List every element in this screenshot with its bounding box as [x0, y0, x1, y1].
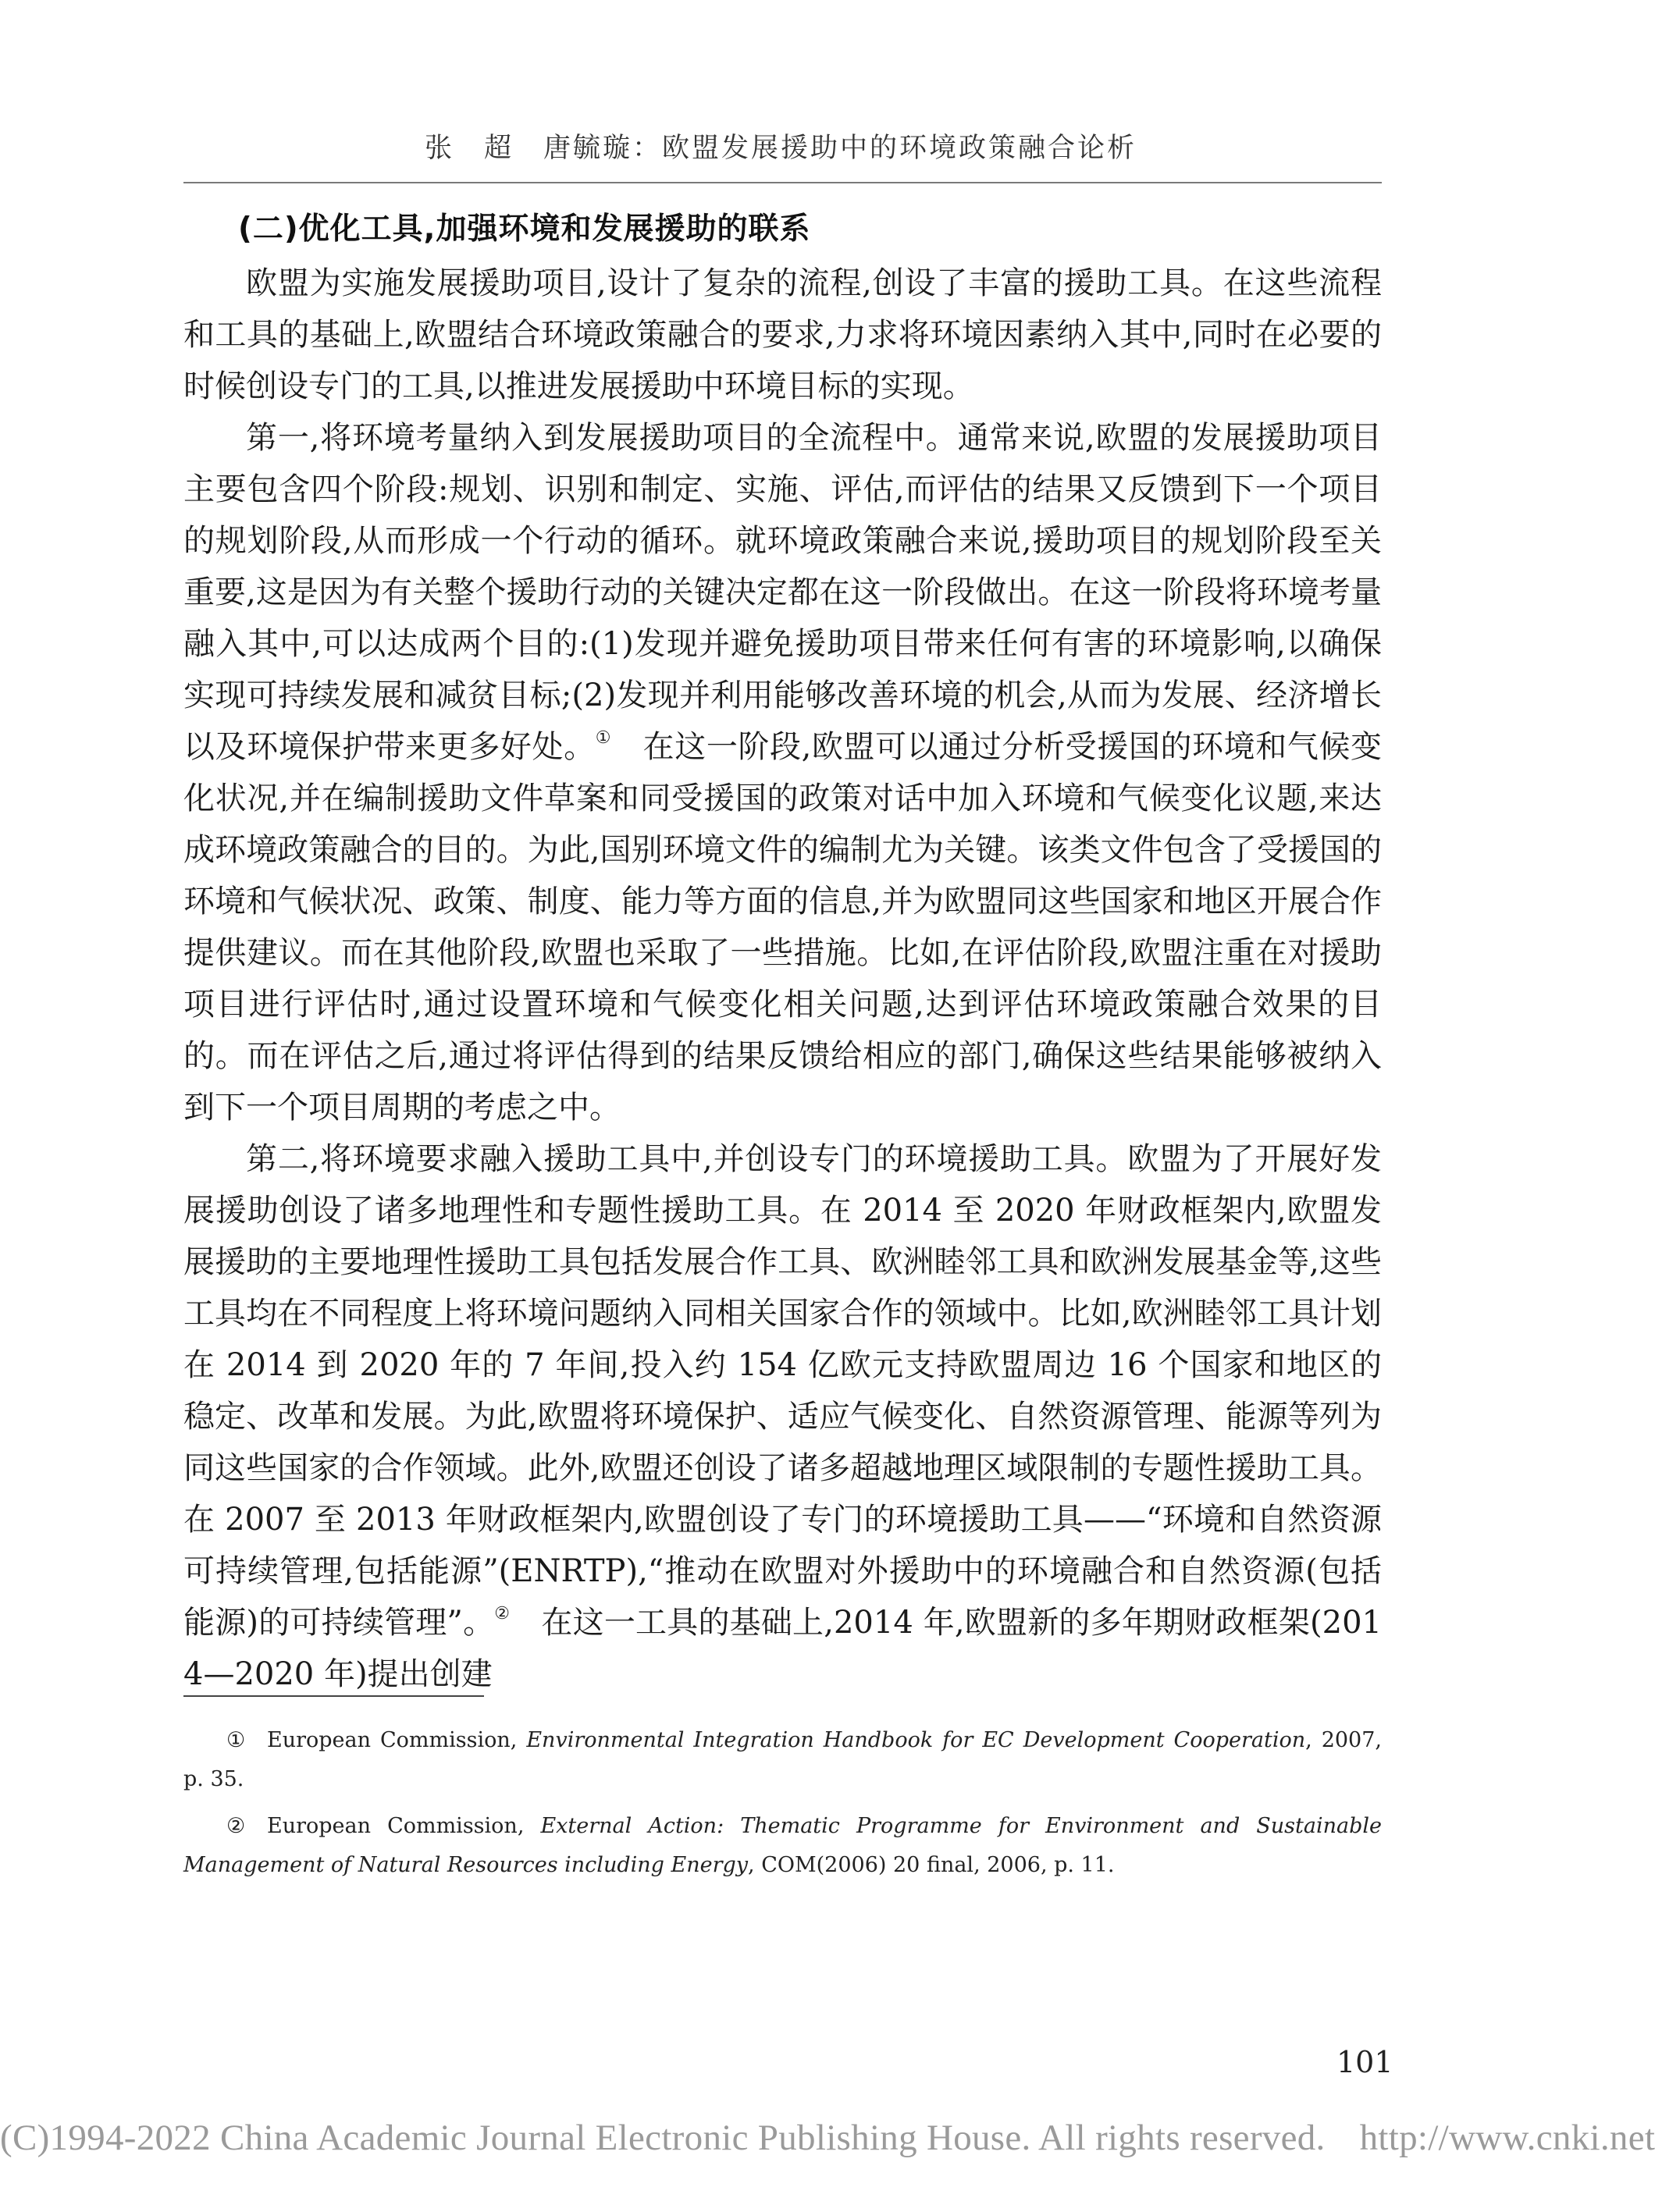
footnote-1-rest: , 2007, p. 35. [183, 1728, 1382, 1791]
footnote-1-number: ① [226, 1728, 246, 1752]
footnote-ref-2[interactable]: ② [494, 1604, 511, 1623]
paragraph-1-text: 欧盟为实施发展援助项目,设计了复杂的流程,创设了丰富的援助工具。在这些流程和工具的基础上,欧盟结合环境政策融合的要求,力求将环境因素纳入其中,同时在必要的时候创设专门的工具,以推进发展援助中环境目标的实现。 [183, 265, 1382, 404]
paragraph-2-text-a: 第一,将环境考量纳入到发展援助项目的全流程中。通常来说,欧盟的发展援助项目主要包含四个阶段:规划、识别和制定、实施、评估,而评估的结果又反馈到下一个项目的规划阶段,从而形成一个行动的循环。就环境政策融合来说,援助项目的规划阶段至关重要,这是因为有关整个援助行动的关键决定都在这一阶段做出。在这一阶段将环境考量融入其中,可以达成两个目的:(1)发现并避免援助项目带来任何有害的环境影响,以确保实现可持续发展和减贫目标;(2)发现并利用能够改善环境的机会,从而为发展、经济增长以及环境保护带来更多好处。 [183, 420, 1382, 765]
footnote-ref-1[interactable]: ① [595, 728, 612, 748]
footnote-2-title: External Action: Thematic Programme for Environment and Sustainable Management of Natural Resources including Energy [183, 1814, 1382, 1877]
page-number: 101 [1336, 2045, 1393, 2079]
copyright-url[interactable]: http://www.cnki.net [1359, 2118, 1655, 2158]
paragraph-3 [183, 1133, 1382, 1700]
copyright-notice: (C)1994-2022 China Academic Journal Electronic Publishing House. All rights reserved. [0, 2118, 1326, 2158]
paragraph-3-text-a: 第二,将环境要求融入援助工具中,并创设专门的环境援助工具。欧盟为了开展好发展援助创设了诸多地理性和专题性援助工具。在 2014 至 2020 年财政框架内,欧盟发展援助的主要地理性援助工具包括发展合作工具、欧洲睦邻工具和欧洲发展基金等,这些工具均在不同程度上将环境问题纳入同相关国家合作的领域中。比如,欧洲睦邻工具计划在 2014 到 2020 年的 7 年间,投入约 154 亿欧元支持欧盟周边 16 个国家和地区的稳定、改革和发展。为此,欧盟将环境保护、适应气候变化、自然资源管理、能源等列为同这些国家的合作领域。此外,欧盟还创设了诸多超越地理区域限制的专题性援助工具。在 2007 至 2013 年财政框架内,欧盟创设了专门的环境援助工具——“环境和自然资源可持续管理,包括能源”(ENRTP),“推动在欧盟对外援助中的环境融合和自然资源(包括能源)的可持续管理”。 [183, 1141, 1382, 1641]
footnote-2-rest: , COM(2006) 20 final, 2006, p. 11. [748, 1853, 1115, 1877]
footnote-2-number: ② [226, 1814, 246, 1838]
running-header: 张 超 唐毓璇：欧盟发展援助中的环境政策融合论析 [424, 133, 1137, 164]
section-heading: (二)优化工具,加强环境和发展援助的联系 [238, 212, 811, 247]
paragraph-2-text-b: 在这一阶段,欧盟可以通过分析受援国的环境和气候变化状况,并在编制援助文件草案和同受援国的政策对话中加入环境和气候变化议题,来达成环境政策融合的目的。为此,国别环境文件的编制尤为关键。该类文件包含了受援国的环境和气候状况、政策、制度、能力等方面的信息,并为欧盟同这些国家和地区开展合作提供建议。而在其他阶段,欧盟也采取了一些措施。比如,在评估阶段,欧盟注重在对援助项目进行评估时,通过设置环境和气候变化相关问题,达到评估环境政策融合效果的目的。而在评估之后,通过将评估得到的结果反馈给相应的部门,确保这些结果能够被纳入到下一个项目周期的考虑之中。 [183, 729, 1383, 1126]
paragraph-2 [183, 412, 1382, 1133]
body-text [183, 258, 1382, 1700]
footnote-2 [183, 1807, 1382, 1885]
footnote-divider [183, 1695, 484, 1697]
copyright-footer [0, 2117, 1655, 2159]
header-divider [183, 182, 1382, 183]
footnotes [183, 1721, 1382, 1893]
footnote-1 [183, 1721, 1382, 1799]
footnote-1-title: Environmental Integration Handbook for EC Development Cooperation [526, 1728, 1306, 1752]
footnote-1-author: European Commission, [267, 1728, 518, 1752]
paragraph-3-text-b: 在这一工具的基础上,2014 年,欧盟新的多年期财政框架(2014—2020 年)提出创建 [183, 1605, 1382, 1692]
footnote-2-author: European Commission, [267, 1814, 525, 1838]
paragraph-1 [183, 258, 1382, 412]
